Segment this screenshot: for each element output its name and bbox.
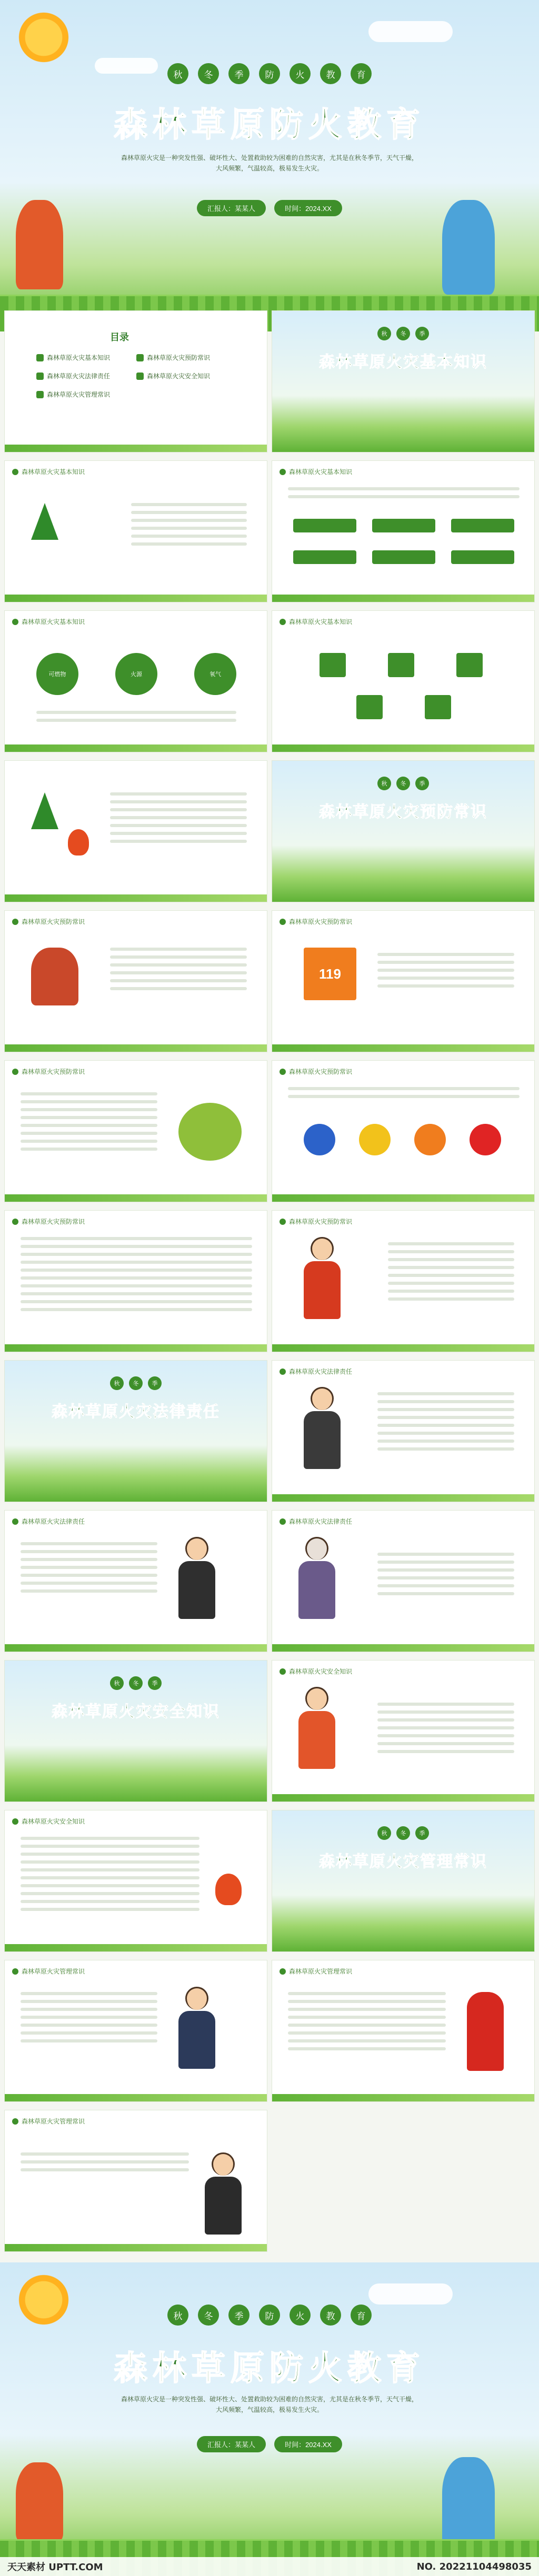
text-lines — [21, 2152, 189, 2171]
info-box — [451, 550, 514, 564]
section-dot: 秋 — [110, 1676, 124, 1690]
text-lines — [377, 1703, 514, 1753]
text-lines — [377, 953, 514, 988]
hero-dot: 冬 — [198, 2305, 219, 2326]
toc-title: 目录 — [110, 332, 129, 343]
empty-slot — [272, 2110, 535, 2252]
section-dot: 冬 — [396, 777, 410, 790]
reporter-pill: 汇报人：某某人 — [197, 2436, 266, 2452]
info-box — [456, 653, 483, 677]
text-lines — [21, 1237, 252, 1311]
slide-header: 森林草原火灾预防常识 — [280, 1217, 352, 1226]
slide-header: 森林草原火灾法律责任 — [12, 1517, 85, 1526]
slide-header: 森林草原火灾基本知识 — [280, 617, 352, 626]
hero-dot: 秋 — [167, 63, 188, 84]
element-circle: 氧气 — [194, 653, 236, 695]
text-lines — [21, 1837, 199, 1911]
hero-dot: 育 — [351, 2305, 372, 2326]
flame-icon — [68, 829, 89, 856]
text-lines — [21, 1542, 157, 1593]
content-slide — [4, 2110, 267, 2252]
hero-dot: 教 — [320, 63, 341, 84]
slide-footer-grass — [272, 744, 534, 752]
burning-tree-icon — [31, 948, 78, 1005]
hero-dot: 冬 — [198, 63, 219, 84]
section-slide-4 — [4, 1660, 267, 1802]
row-13 — [0, 2110, 539, 2252]
hero-description-line: 大风频繁，气温较高，极易发生火灾。 — [215, 2406, 323, 2413]
watermark-right: NO. 20221104498035 — [416, 2561, 532, 2572]
row-5 — [0, 910, 539, 1052]
slide-footer-grass — [5, 595, 267, 602]
toc-item[interactable]: 森林草原火灾法律责任 — [36, 371, 110, 380]
fire-level-red — [470, 1124, 501, 1155]
section-dots — [5, 1376, 267, 1390]
element-circle: 火源 — [115, 653, 157, 695]
section-dot: 冬 — [129, 1376, 143, 1390]
hero-title: 森林草原防火教育 — [114, 106, 425, 145]
hero-slide-bottom — [0, 2262, 539, 2576]
row-8 — [0, 1360, 539, 1502]
info-box — [372, 550, 435, 564]
hero-description-line: 大风频繁，气温较高，极易发生火灾。 — [215, 165, 323, 172]
section-dot: 季 — [415, 1826, 429, 1840]
content-slide — [4, 1510, 267, 1652]
row-10 — [0, 1660, 539, 1802]
hero-dots — [0, 63, 539, 84]
section-dots — [272, 327, 534, 340]
content-slide — [4, 1810, 267, 1952]
section-dot: 季 — [148, 1676, 162, 1690]
hero-dot: 育 — [351, 63, 372, 84]
sun-icon — [15, 8, 73, 66]
watermark-bar — [0, 2557, 539, 2576]
toc-item[interactable]: 森林草原火灾基本知识 — [36, 353, 110, 362]
section-dot: 冬 — [396, 327, 410, 340]
info-box — [372, 519, 435, 532]
hero-dots — [0, 2305, 539, 2326]
section-dot: 季 — [415, 777, 429, 790]
hero-description — [105, 153, 434, 174]
hero-dot: 教 — [320, 2305, 341, 2326]
content-slide — [272, 1660, 535, 1802]
judge-illustration — [298, 1537, 335, 1619]
fire-level-orange — [414, 1124, 446, 1155]
cloud-icon — [368, 21, 453, 42]
content-slide — [272, 1060, 535, 1202]
slide-footer-grass — [5, 1194, 267, 1202]
slide-footer-grass — [272, 1044, 534, 1052]
hero-meta — [0, 2436, 539, 2452]
fire-level-blue — [304, 1124, 335, 1155]
hero-dot: 防 — [259, 2305, 280, 2326]
row-2 — [0, 460, 539, 602]
section-slide-5 — [272, 1810, 535, 1952]
slide-footer-grass — [5, 1644, 267, 1652]
content-slide — [272, 1210, 535, 1352]
text-lines — [131, 503, 247, 546]
date-pill: 时间：2024.XX — [274, 200, 342, 216]
info-box — [293, 519, 356, 532]
content-slide — [272, 460, 535, 602]
hero-slide-top — [0, 0, 539, 331]
hero-dot: 秋 — [167, 2305, 188, 2326]
hero-title: 森林草原防火教育 — [114, 2349, 425, 2388]
slide-header: 森林草原火灾基本知识 — [12, 467, 85, 476]
hero-description-line: 森林草原火灾是一种突发性强、破坏性大、处置救助较为困难的自然灾害，尤其是在秋冬季节，天气干燥， — [121, 2396, 418, 2403]
hero-description-line: 森林草原火灾是一种突发性强、破坏性大、处置救助较为困难的自然灾害，尤其是在秋冬季节，天气干燥， — [121, 154, 418, 162]
section-dot: 秋 — [377, 1826, 391, 1840]
slide-header: 森林草原火灾法律责任 — [280, 1517, 352, 1526]
section-slide-1 — [272, 310, 535, 452]
hero-dot: 季 — [228, 2305, 249, 2326]
firefighter-illustration — [16, 200, 63, 289]
slide-footer-grass — [5, 445, 267, 452]
section-dot: 季 — [148, 1376, 162, 1390]
slide-footer-grass — [272, 1194, 534, 1202]
row-11 — [0, 1810, 539, 1952]
flame-icon — [215, 1874, 242, 1905]
element-circle: 可燃物 — [36, 653, 78, 695]
row-3 — [0, 610, 539, 752]
reporter-pill: 汇报人：某某人 — [197, 200, 266, 216]
slide-header: 森林草原火灾预防常识 — [280, 917, 352, 926]
slide-footer-grass — [272, 1494, 534, 1502]
official-illustration — [304, 1387, 341, 1469]
firefighter-illustration — [16, 2462, 63, 2541]
slide-header: 森林草原火灾管理常识 — [12, 2117, 85, 2126]
hero-dot: 防 — [259, 63, 280, 84]
section-dot: 秋 — [377, 327, 391, 340]
hero-dot: 季 — [228, 63, 249, 84]
businessman-illustration — [178, 1987, 215, 2069]
row-12 — [0, 1960, 539, 2102]
content-slide — [272, 610, 535, 752]
section-title: 森林草原火灾基本知识 — [319, 354, 487, 371]
content-slide — [4, 1210, 267, 1352]
lawyer-illustration — [205, 2152, 242, 2235]
section-dot: 秋 — [377, 777, 391, 790]
slide-header: 森林草原火灾预防常识 — [12, 1067, 85, 1076]
slide-footer-grass — [272, 1794, 534, 1802]
text-lines — [377, 1392, 514, 1451]
content-slide — [4, 1960, 267, 2102]
slide-header: 森林草原火灾基本知识 — [280, 467, 352, 476]
slide-footer-grass — [5, 1044, 267, 1052]
section-dot: 冬 — [396, 1826, 410, 1840]
text-lines — [288, 1087, 520, 1098]
text-lines — [377, 1553, 514, 1595]
section-slide-2 — [272, 760, 535, 902]
text-lines — [21, 1992, 157, 2042]
slide-footer-grass — [272, 2094, 534, 2101]
toc-item[interactable]: 森林草原火灾管理常识 — [36, 390, 110, 399]
toc-item[interactable]: 森林草原火灾安全知识 — [136, 371, 210, 380]
slide-header: 森林草原火灾预防常识 — [12, 917, 85, 926]
section-slide-3 — [4, 1360, 267, 1502]
child-illustration — [442, 200, 495, 295]
row-7 — [0, 1210, 539, 1352]
woman-illustration — [178, 1537, 215, 1619]
phone-119-icon: 119 — [304, 948, 356, 1000]
hero-dot: 火 — [290, 63, 311, 84]
section-dot: 季 — [415, 327, 429, 340]
section-title: 森林草原火灾法律责任 — [52, 1403, 220, 1421]
burning-bush-icon — [178, 1103, 242, 1161]
slide-header: 森林草原火灾预防常识 — [280, 1067, 352, 1076]
watermark-left: 天天素材 UPTT.COM — [7, 2562, 103, 2573]
fire-hydrant-icon — [467, 1992, 504, 2071]
info-box — [388, 653, 414, 677]
content-slide — [4, 910, 267, 1052]
content-slide — [272, 1360, 535, 1502]
section-title: 森林草原火灾预防常识 — [319, 803, 487, 821]
section-title: 森林草原火灾安全知识 — [52, 1703, 220, 1720]
slide-footer-grass — [272, 595, 534, 602]
text-lines — [110, 948, 247, 990]
fire-level-yellow — [359, 1124, 391, 1155]
content-slide — [272, 910, 535, 1052]
info-box — [451, 519, 514, 532]
slide-footer-grass — [272, 1344, 534, 1352]
slide-header: 森林草原火灾安全知识 — [12, 1817, 85, 1826]
cloud-icon — [368, 2283, 453, 2305]
section-dots — [272, 1826, 534, 1840]
hero-dot: 火 — [290, 2305, 311, 2326]
slide-footer-grass — [5, 1344, 267, 1352]
section-title: 森林草原火灾管理常识 — [319, 1853, 487, 1870]
hero-description — [105, 2394, 434, 2415]
text-lines — [388, 1242, 514, 1301]
slide-header: 森林草原火灾预防常识 — [12, 1217, 85, 1226]
text-lines — [288, 1992, 446, 2050]
info-box — [356, 695, 383, 719]
info-box — [320, 653, 346, 677]
text-lines — [110, 792, 247, 843]
content-slide — [4, 610, 267, 752]
slide-footer-grass — [5, 1944, 267, 1951]
section-dot: 冬 — [129, 1676, 143, 1690]
info-box — [293, 550, 356, 564]
slide-header: 森林草原火灾安全知识 — [280, 1667, 352, 1676]
firefighter-illustration — [298, 1687, 335, 1769]
child-illustration — [442, 2457, 495, 2547]
content-slide — [272, 1510, 535, 1652]
slide-footer-grass — [5, 2094, 267, 2101]
text-lines — [288, 487, 520, 498]
content-slide — [4, 760, 267, 902]
slide-header: 森林草原火灾管理常识 — [280, 1967, 352, 1976]
row-9 — [0, 1510, 539, 1652]
text-lines — [36, 711, 236, 722]
content-slide — [272, 1960, 535, 2102]
row-4 — [0, 760, 539, 902]
slide-footer-grass — [5, 894, 267, 902]
row-1 — [0, 310, 539, 452]
slide-footer-grass — [272, 1644, 534, 1652]
date-pill: 时间：2024.XX — [274, 2436, 342, 2452]
section-dots — [5, 1676, 267, 1690]
content-slide — [4, 1060, 267, 1202]
tree-icon — [31, 792, 58, 829]
slide-header: 森林草原火灾管理常识 — [12, 1967, 85, 1976]
row-6 — [0, 1060, 539, 1202]
section-dot: 秋 — [110, 1376, 124, 1390]
toc-item[interactable]: 森林草原火灾预防常识 — [136, 353, 210, 362]
tree-icon — [31, 503, 58, 540]
info-box — [425, 695, 451, 719]
slide-header: 森林草原火灾基本知识 — [12, 617, 85, 626]
text-lines — [21, 1092, 157, 1151]
slide-footer-grass — [5, 744, 267, 752]
slide-header: 森林草原火灾法律责任 — [280, 1367, 352, 1376]
firefighter-illustration — [304, 1237, 341, 1319]
toc-slide — [4, 310, 267, 452]
content-slide — [4, 460, 267, 602]
section-dots — [272, 777, 534, 790]
slide-footer-grass — [5, 2244, 267, 2251]
